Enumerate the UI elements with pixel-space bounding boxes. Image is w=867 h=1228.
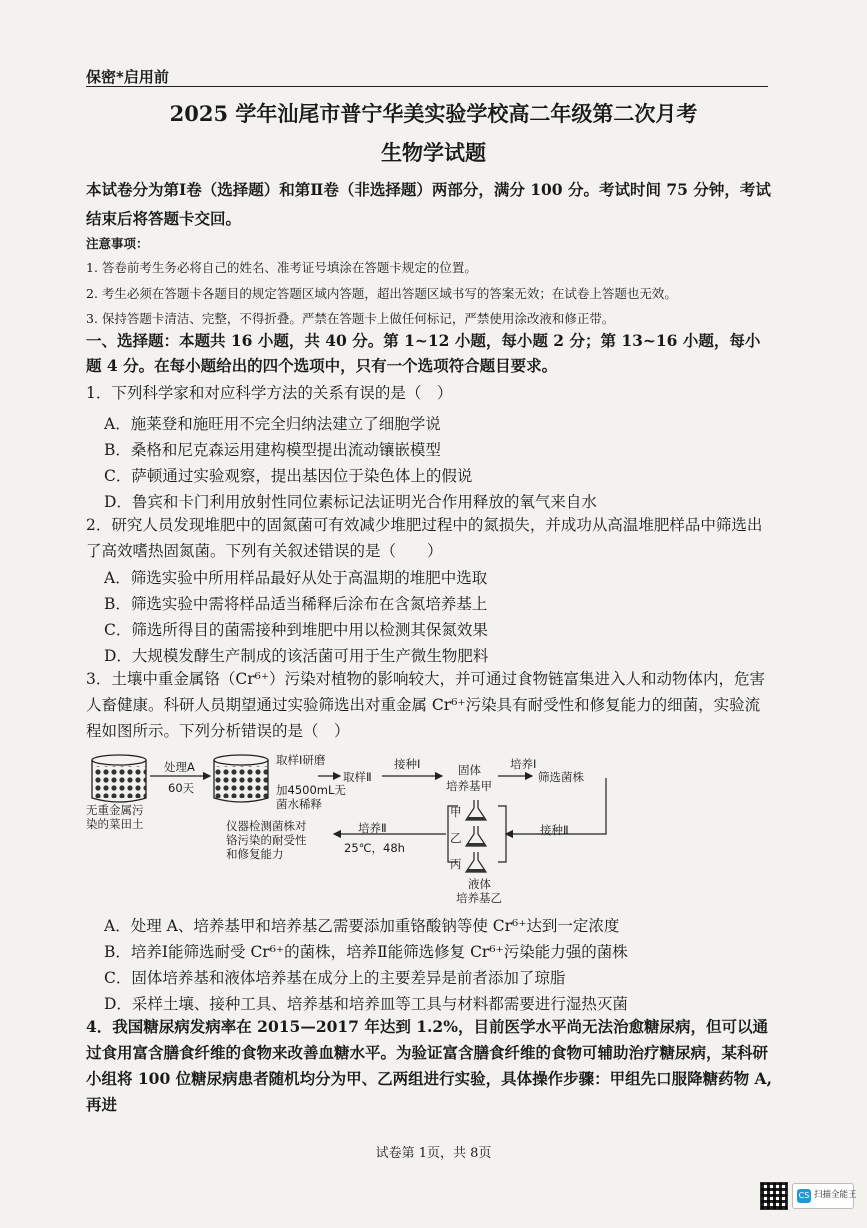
sample-1-label: 取样Ⅰ研磨 [276,753,326,767]
notice-item: 3. 保持答题卡清洁、完整，不得折叠。严禁在答题卡上做任何标记，严禁使用涂改液和修正带。 [86,311,615,326]
detection-label: 和修复能力 [226,847,284,861]
exam-title: 2025 学年汕尾市普宁华美实验学校高二年级第二次月考 [169,101,698,126]
question-1-option-c: C．萨顿通过实验观察，提出基因位于染色体上的假说 [104,467,473,485]
flask-yi-label: 乙 [450,831,462,845]
question-3-option-c: C．固体培养基和液体培养基在成分上的主要差异是前者添加了琼脂 [104,969,566,987]
question-2-stem: 2．研究人员发现堆肥中的固氮菌可有效减少堆肥过程中的氮损失，并成功从高温堆肥样品中筛选出了高效嗜热固氮菌。下列有关叙述错误的是（ ） [86,516,763,560]
flask-icon [466,826,486,846]
soil-label: 染的菜田土 [86,817,144,831]
solid-medium-label: 培养基甲 [446,779,492,793]
confidential-label: 保密*启用前 [86,68,169,86]
question-3-option-d: D．采样土壤、接种工具、培养基和培养皿等工具与材料都需要进行湿热灭菌 [104,995,628,1013]
dilution-label: 加4500mL无 [276,783,346,797]
page-footer: 试卷第 1页，共 8页 [375,1146,492,1161]
question-3-option-a: A．处理 A、培养基甲和培养基乙需要添加重铬酸钠等使 Cr⁶⁺达到一定浓度 [104,917,620,935]
question-3-stem: 3．土壤中重金属铬（Cr⁶⁺）污染对植物的影响较大，并可通过食物链富集进入人和动物体内，危害人畜健康。科研人员期望通过实验筛选出对重金属 Cr⁶⁺污染具有耐受性和修复能力的细菌，实验流程如图所示。下列分析错误的是（ ） [86,670,766,740]
culture-condition-label: 25℃，48h [344,841,405,855]
flask-bing-label: 丙 [450,857,462,871]
notice-item: 2. 考生必须在答题卡各题目的规定答题区域内答题，超出答题区域书写的答案无效；在试卷上答题也无效。 [86,286,677,301]
section-heading: 一、选择题：本题共 16 小题，共 40 分。第 1~12 小题，每小题 2 分；第 13~16 小题，每小题 4 分。在每小题给出的四个选项中，只有一个选项符合题目要求。 [86,331,761,375]
flask-jia-label: 甲 [450,805,462,819]
question-2-option-c: C．筛选所得目的菌需接种到堆肥中用以检测其保氮效果 [104,621,488,639]
exam-subtitle: 生物学试题 [381,140,486,165]
question-1-option-b: B．桑格和尼克森运用建构模型提出流动镶嵌模型 [104,441,441,459]
header-rule [86,86,768,87]
culture-1-label: 培养Ⅰ [510,757,537,771]
question-4-stem: 4．我国糖尿病发病率在 2015—2017 年达到 1.2%，目前医学水平尚无法治愈糖尿病，但可以通过食用富含膳食纤维的食物来改善血糖水平。为验证富含膳食纤维的食物可辅助治疗糖尿病，某科研小组将 100 位糖尿病患者随机均分为甲、乙两组进行实验，具体操作步骤：甲组先口服降糖药物 A,再进 [86,1017,772,1114]
soil-label: 无重金属污 [86,803,144,817]
scanner-watermark [792,1183,857,1209]
flask-icon [466,800,486,820]
solid-medium-label: 固体 [458,763,481,777]
culture-2-label: 培养Ⅱ [358,821,387,835]
inoculation-2-label: 接种Ⅱ [540,823,569,837]
scanner-brand-label: 扫描全能王 [814,1190,857,1200]
sample-2-label: 取样Ⅱ [343,770,372,784]
question-1-stem: 1．下列科学家和对应科学方法的关系有误的是（ ） [86,384,453,402]
exam-intro: 本试卷分为第Ⅰ卷（选择题）和第Ⅱ卷（非选择题）两部分，满分 100 分。考试时间 75 分钟，考试结束后将答题卡交回。 [86,180,771,228]
experiment-flow-diagram [86,752,626,912]
camscanner-icon: CS [797,1189,811,1203]
beaker-icon [214,755,268,802]
treatment-a-label: 处理A [164,760,195,774]
screen-strain-label: 筛选菌株 [538,770,584,784]
notice-item: 1. 答卷前考生务必将自己的姓名、准考证号填涂在答题卡规定的位置。 [86,260,477,275]
liquid-medium-label: 液体 [468,877,491,891]
question-1-option-d: D．鲁宾和卡门利用放射性同位素标记法证明光合作用释放的氧气来自水 [104,493,597,511]
question-3-option-b: B．培养Ⅰ能筛选耐受 Cr⁶⁺的菌株，培养Ⅱ能筛选修复 Cr⁶⁺污染能力强的菌株 [104,943,628,961]
question-2-option-a: A．筛选实验中所用样品最好从处于高温期的堆肥中选取 [104,569,488,587]
detection-label: 铬污染的耐受性 [226,833,307,847]
inoculation-1-label: 接种Ⅰ [394,757,421,771]
detection-label: 仪器检测菌株对 [226,819,307,833]
question-2-option-b: B．筛选实验中需将样品适当稀释后涂布在含氮培养基上 [104,595,488,613]
dilution-label: 菌水稀释 [276,797,322,811]
notice-heading: 注意事项： [86,236,149,251]
beaker-icon [92,755,146,802]
days-label: 60天 [168,781,195,795]
liquid-medium-label: 培养基乙 [456,891,502,905]
flask-icon [466,852,486,872]
question-1-option-a: A．施莱登和施旺用不完全归纳法建立了细胞学说 [104,415,441,433]
qr-code-icon [760,1182,788,1210]
question-2-option-d: D．大规模发酵生产制成的该活菌可用于生产微生物肥料 [104,647,489,665]
